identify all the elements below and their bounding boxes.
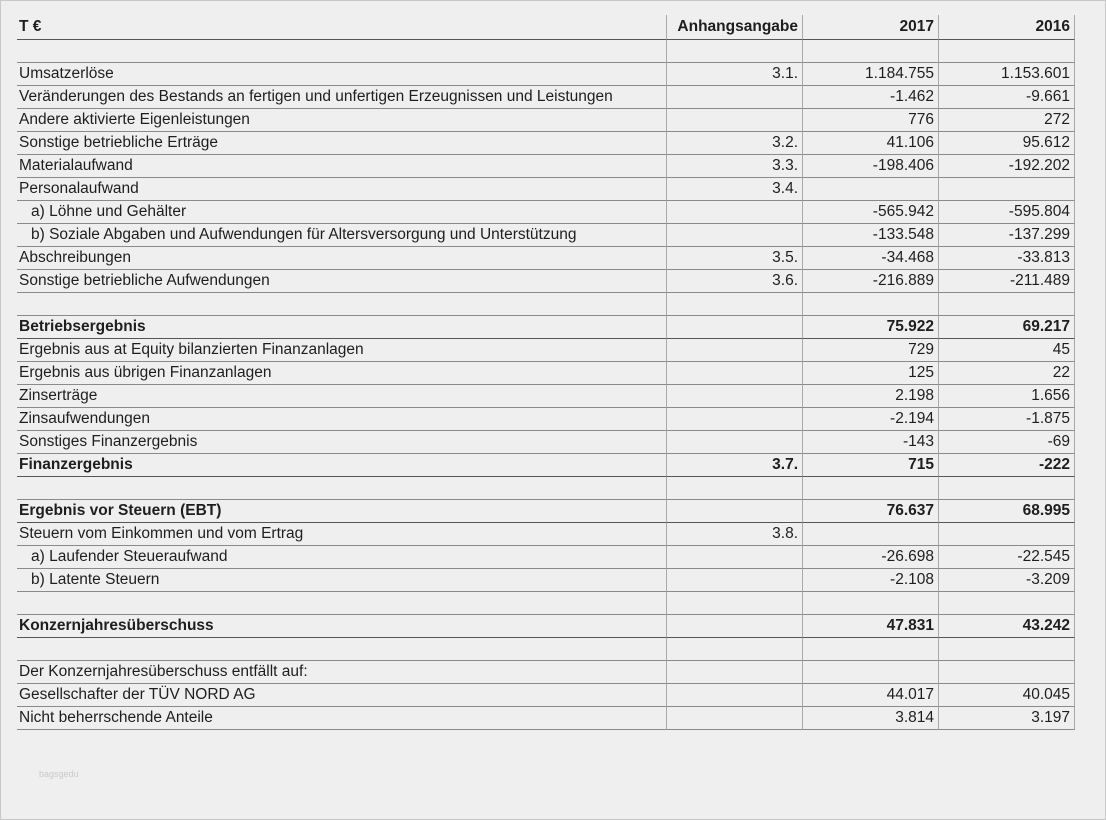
row-label-cell: Zinserträge xyxy=(17,385,667,408)
blank-row xyxy=(17,477,1075,500)
row-label-cell: Nicht beherrschende Anteile xyxy=(17,707,667,730)
table-row xyxy=(17,247,1075,270)
row-note-cell xyxy=(667,316,803,339)
row-note-cell xyxy=(667,293,803,316)
row-value-2017-cell xyxy=(803,477,939,500)
income-statement-table xyxy=(17,15,1075,730)
row-note-cell xyxy=(667,615,803,638)
row-value-2017-cell xyxy=(803,178,939,201)
row-note-cell xyxy=(667,707,803,730)
row-note-cell xyxy=(667,477,803,500)
table-row xyxy=(17,201,1075,224)
row-label-cell: Zinsaufwendungen xyxy=(17,408,667,431)
row-value-2016-cell: -137.299 xyxy=(939,224,1075,247)
row-value-2016-cell: 272 xyxy=(939,109,1075,132)
table-row xyxy=(17,408,1075,431)
row-value-2017-cell: 41.106 xyxy=(803,132,939,155)
row-value-2017-cell: -2.194 xyxy=(803,408,939,431)
row-label-cell: a) Laufender Steueraufwand xyxy=(17,546,667,569)
row-note-cell xyxy=(667,109,803,132)
row-value-2016-cell: 95.612 xyxy=(939,132,1075,155)
watermark-text: bagsgedu xyxy=(39,769,79,779)
row-note-cell xyxy=(667,201,803,224)
row-note-cell xyxy=(667,592,803,615)
row-label-cell: b) Soziale Abgaben und Aufwendungen für Altersversorgung und Unterstützung xyxy=(17,224,667,247)
row-label-cell: a) Löhne und Gehälter xyxy=(17,201,667,224)
row-value-2016-cell: 22 xyxy=(939,362,1075,385)
blank-row xyxy=(17,293,1075,316)
row-value-2016-cell: -3.209 xyxy=(939,569,1075,592)
table-row xyxy=(17,615,1075,638)
row-label-cell: Ergebnis vor Steuern (EBT) xyxy=(17,500,667,523)
row-note-cell xyxy=(667,224,803,247)
table-row xyxy=(17,86,1075,109)
table-row xyxy=(17,569,1075,592)
row-value-2017-cell: 47.831 xyxy=(803,615,939,638)
row-note-cell: 3.6. xyxy=(667,270,803,293)
row-label-cell: Konzernjahresüberschuss xyxy=(17,615,667,638)
row-label-cell xyxy=(17,592,667,615)
row-value-2017-cell: 3.814 xyxy=(803,707,939,730)
row-value-2017-cell: -133.548 xyxy=(803,224,939,247)
row-label-cell: Ergebnis aus übrigen Finanzanlagen xyxy=(17,362,667,385)
row-label-cell: Veränderungen des Bestands an fertigen und unfertigen Erzeugnissen und Leistungen xyxy=(17,86,667,109)
row-value-2016-cell: -211.489 xyxy=(939,270,1075,293)
table-row xyxy=(17,339,1075,362)
row-value-2017-cell: -34.468 xyxy=(803,247,939,270)
row-value-2017-cell xyxy=(803,40,939,63)
row-value-2017-cell: 715 xyxy=(803,454,939,477)
row-label-cell xyxy=(17,638,667,661)
header-year-2017-cell: 2017 xyxy=(803,15,939,40)
row-value-2016-cell: -222 xyxy=(939,454,1075,477)
row-label-cell: Betriebsergebnis xyxy=(17,316,667,339)
row-value-2016-cell: -595.804 xyxy=(939,201,1075,224)
table-row xyxy=(17,316,1075,339)
row-value-2017-cell xyxy=(803,523,939,546)
row-label-cell: Andere aktivierte Eigenleistungen xyxy=(17,109,667,132)
table-row xyxy=(17,500,1075,523)
row-note-cell: 3.7. xyxy=(667,454,803,477)
row-value-2016-cell xyxy=(939,40,1075,63)
table-row xyxy=(17,362,1075,385)
table-row xyxy=(17,270,1075,293)
header-year-2016-cell: 2016 xyxy=(939,15,1075,40)
row-label-cell xyxy=(17,293,667,316)
blank-row xyxy=(17,40,1075,63)
row-label-cell: Gesellschafter der TÜV NORD AG xyxy=(17,684,667,707)
table-row xyxy=(17,63,1075,86)
row-value-2016-cell xyxy=(939,523,1075,546)
row-value-2016-cell: 43.242 xyxy=(939,615,1075,638)
row-value-2017-cell: -143 xyxy=(803,431,939,454)
row-value-2017-cell: -198.406 xyxy=(803,155,939,178)
row-note-cell: 3.3. xyxy=(667,155,803,178)
row-label-cell: Finanzergebnis xyxy=(17,454,667,477)
table-row xyxy=(17,431,1075,454)
row-label-cell: Sonstige betriebliche Erträge xyxy=(17,132,667,155)
blank-row xyxy=(17,592,1075,615)
row-value-2016-cell xyxy=(939,293,1075,316)
row-value-2016-cell: 1.656 xyxy=(939,385,1075,408)
row-value-2016-cell xyxy=(939,592,1075,615)
header-label-cell: T € xyxy=(17,15,667,40)
row-label-cell: Steuern vom Einkommen und vom Ertrag xyxy=(17,523,667,546)
row-value-2017-cell: 776 xyxy=(803,109,939,132)
table-row xyxy=(17,109,1075,132)
row-value-2016-cell xyxy=(939,477,1075,500)
row-value-2016-cell: 40.045 xyxy=(939,684,1075,707)
row-value-2016-cell: 3.197 xyxy=(939,707,1075,730)
row-value-2016-cell: -22.545 xyxy=(939,546,1075,569)
table-row xyxy=(17,546,1075,569)
table-row xyxy=(17,684,1075,707)
table-row xyxy=(17,523,1075,546)
row-value-2017-cell xyxy=(803,638,939,661)
row-value-2017-cell: 1.184.755 xyxy=(803,63,939,86)
row-value-2016-cell: 1.153.601 xyxy=(939,63,1075,86)
row-value-2017-cell: 76.637 xyxy=(803,500,939,523)
row-label-cell: Abschreibungen xyxy=(17,247,667,270)
row-note-cell xyxy=(667,500,803,523)
blank-row xyxy=(17,638,1075,661)
row-value-2017-cell: 2.198 xyxy=(803,385,939,408)
row-value-2016-cell xyxy=(939,638,1075,661)
row-label-cell: Ergebnis aus at Equity bilanzierten Finanzanlagen xyxy=(17,339,667,362)
header-note-cell: Anhangsangabe xyxy=(667,15,803,40)
row-value-2017-cell: 44.017 xyxy=(803,684,939,707)
row-value-2017-cell xyxy=(803,661,939,684)
row-note-cell: 3.1. xyxy=(667,63,803,86)
row-note-cell xyxy=(667,569,803,592)
row-value-2016-cell: -69 xyxy=(939,431,1075,454)
row-value-2017-cell xyxy=(803,293,939,316)
table-row xyxy=(17,707,1075,730)
row-note-cell xyxy=(667,684,803,707)
row-value-2017-cell: 729 xyxy=(803,339,939,362)
row-note-cell xyxy=(667,339,803,362)
row-label-cell xyxy=(17,477,667,500)
table-row xyxy=(17,454,1075,477)
table-row xyxy=(17,132,1075,155)
row-value-2017-cell: -1.462 xyxy=(803,86,939,109)
row-value-2016-cell: -9.661 xyxy=(939,86,1075,109)
row-note-cell xyxy=(667,546,803,569)
table-row xyxy=(17,178,1075,201)
row-value-2016-cell: 69.217 xyxy=(939,316,1075,339)
row-value-2016-cell: 68.995 xyxy=(939,500,1075,523)
row-note-cell xyxy=(667,408,803,431)
row-value-2016-cell: -1.875 xyxy=(939,408,1075,431)
table-row xyxy=(17,155,1075,178)
row-label-cell: Personalaufwand xyxy=(17,178,667,201)
row-value-2017-cell: -26.698 xyxy=(803,546,939,569)
row-note-cell xyxy=(667,86,803,109)
table-row xyxy=(17,224,1075,247)
row-value-2016-cell: -33.813 xyxy=(939,247,1075,270)
row-note-cell: 3.8. xyxy=(667,523,803,546)
row-value-2016-cell xyxy=(939,178,1075,201)
row-value-2016-cell xyxy=(939,661,1075,684)
row-label-cell: b) Latente Steuern xyxy=(17,569,667,592)
row-label-cell: Umsatzerlöse xyxy=(17,63,667,86)
row-note-cell xyxy=(667,362,803,385)
row-value-2017-cell: -565.942 xyxy=(803,201,939,224)
row-note-cell xyxy=(667,638,803,661)
row-value-2017-cell: -2.108 xyxy=(803,569,939,592)
row-label-cell: Sonstige betriebliche Aufwendungen xyxy=(17,270,667,293)
row-note-cell: 3.5. xyxy=(667,247,803,270)
row-note-cell xyxy=(667,40,803,63)
row-value-2017-cell: 75.922 xyxy=(803,316,939,339)
table-row xyxy=(17,661,1075,684)
row-note-cell: 3.2. xyxy=(667,132,803,155)
table-header-row xyxy=(17,15,1075,40)
row-value-2017-cell: -216.889 xyxy=(803,270,939,293)
row-value-2017-cell: 125 xyxy=(803,362,939,385)
row-note-cell xyxy=(667,385,803,408)
row-value-2017-cell xyxy=(803,592,939,615)
table-row xyxy=(17,385,1075,408)
row-label-cell: Der Konzernjahresüberschuss entfällt auf: xyxy=(17,661,667,684)
row-note-cell xyxy=(667,431,803,454)
row-label-cell: Materialaufwand xyxy=(17,155,667,178)
row-note-cell xyxy=(667,661,803,684)
row-value-2016-cell: -192.202 xyxy=(939,155,1075,178)
row-label-cell: Sonstiges Finanzergebnis xyxy=(17,431,667,454)
row-note-cell: 3.4. xyxy=(667,178,803,201)
row-label-cell xyxy=(17,40,667,63)
row-value-2016-cell: 45 xyxy=(939,339,1075,362)
